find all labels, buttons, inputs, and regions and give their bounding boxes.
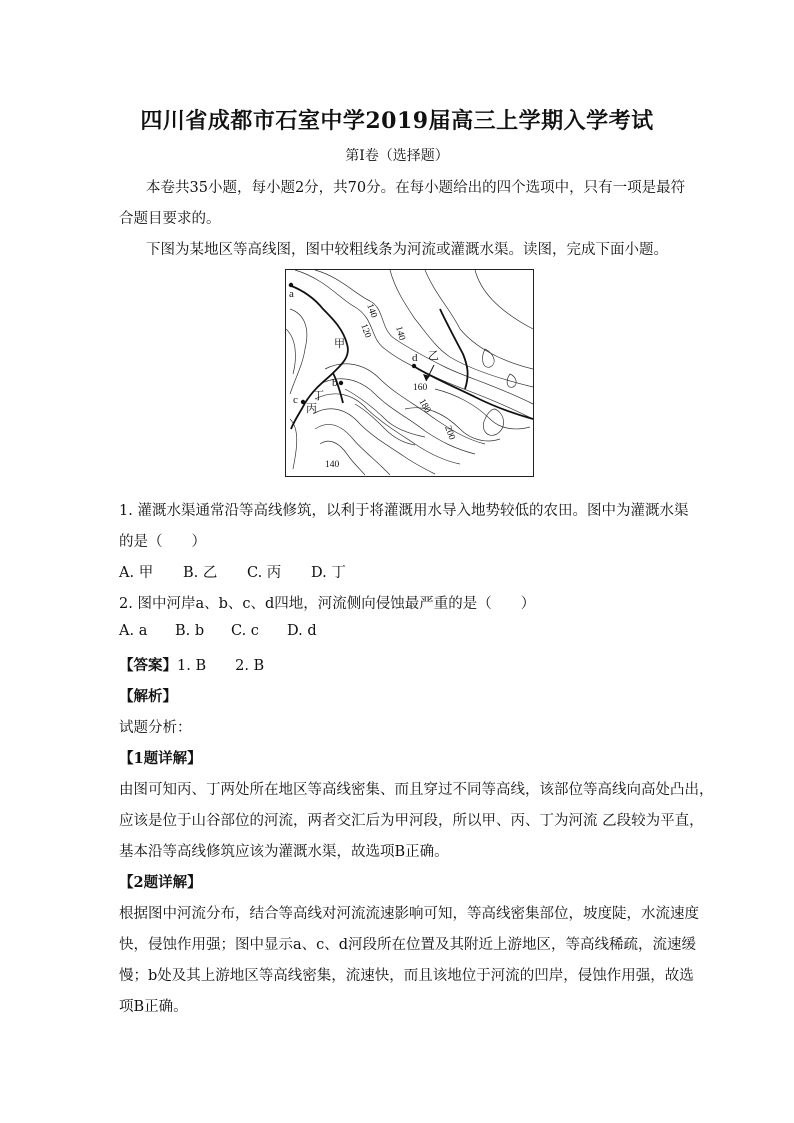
label-b: b — [332, 377, 338, 389]
q1-line-2: 的是（ ） — [119, 534, 206, 550]
label-jia: 甲 — [334, 338, 345, 350]
contour-label-140-right: 140 — [393, 325, 407, 342]
q2-option-d: D. d — [287, 623, 317, 639]
contour-label-200: 200 — [442, 424, 457, 442]
contour-label-140-top: 140 — [364, 302, 379, 320]
map-frame — [286, 270, 534, 477]
point-b-marker — [339, 381, 343, 385]
detail2-line-2: 快，侵蚀作用强；图中显示a、c、d河段所在位置及其附近上游地区，等高线稀疏，流速缓 — [119, 937, 697, 953]
q1-option-d: D. 丁 — [311, 565, 346, 581]
q2-option-c: C. c — [231, 623, 259, 639]
label-ding: 丁 — [313, 390, 324, 402]
intro-line-1: 本卷共35小题，每小题2分，共70分。在每小题给出的四个选项中，只有一项是最符 — [146, 180, 686, 196]
contour-label-180: 180 — [416, 397, 433, 415]
answer-line — [119, 654, 264, 675]
detail2-line-4: 项B正确。 — [119, 999, 188, 1015]
point-a-marker — [289, 283, 293, 287]
detail1-line-1: 由图可知丙、丁两处所在地区等高线密集、而且穿过不同等高线，该部位等高线向高处凸出， — [119, 782, 714, 798]
q1-option-b: B. 乙 — [183, 565, 218, 581]
detail2-line-1: 根据图中河流分布，结合等高线对河流流速影响可知，等高线密集部位，坡度陡，水流速度 — [119, 906, 699, 922]
detail1-line-2: 应该是位于山谷部位的河流，两者交汇后为甲河段，所以甲、丙、丁为河流 乙段较为平直， — [119, 813, 704, 829]
contour-label-140-bottom: 140 — [325, 460, 340, 470]
q2-options — [119, 623, 317, 639]
contour-label-120: 120 — [358, 322, 373, 340]
label-c: c — [293, 394, 298, 406]
contour-label-160: 160 — [413, 383, 428, 393]
intro-line-2: 合题目要求的。 — [119, 211, 221, 227]
q1-options — [119, 561, 346, 582]
q1-line-1: 1. 灌溉水渠通常沿等高线修筑，以利于将灌溉用水导入地势较低的农田。图中为灌溉水渠 — [119, 503, 689, 519]
q2-option-b: B. b — [175, 623, 205, 639]
label-yi: 乙 — [428, 350, 439, 362]
section-title: 第I卷（选择题） — [345, 148, 449, 164]
answer-label: 【答案】 — [119, 657, 177, 674]
point-d-marker — [412, 364, 416, 368]
exam-title: 四川省成都市石室中学2019届高三上学期入学考试 — [140, 108, 654, 134]
detail2-line-3: 慢；b处及其上游地区等高线密集，流速快，而且该地位于河流的凹岸，侵蚀作用强，故选 — [119, 968, 694, 984]
label-bing: 丙 — [306, 403, 317, 415]
label-a: a — [289, 288, 294, 300]
q2-line-1: 2. 图中河岸a、b、c、d四地，河流侧向侵蚀最严重的是（ ） — [119, 596, 536, 612]
detail1-label: 【1题详解】 — [119, 750, 202, 767]
label-d: d — [412, 352, 418, 364]
point-c-marker — [301, 400, 305, 404]
analysis-intro: 试题分析： — [119, 720, 192, 736]
q2-option-a: A. a — [119, 623, 148, 639]
q1-option-c: C. 丙 — [247, 565, 282, 581]
answer-text: 1. B 2. B — [177, 658, 265, 674]
detail2-label: 【2题详解】 — [119, 874, 202, 891]
analysis-label: 【解析】 — [119, 688, 177, 705]
detail1-line-3: 基本沿等高线修筑应该为灌溉水渠，故选项B正确。 — [119, 844, 449, 860]
q1-option-a: A. 甲 — [119, 565, 154, 581]
figure-intro: 下图为某地区等高线图，图中较粗线条为河流或灌溉水渠。读图，完成下面小题。 — [146, 242, 668, 258]
contour-map — [285, 269, 534, 477]
